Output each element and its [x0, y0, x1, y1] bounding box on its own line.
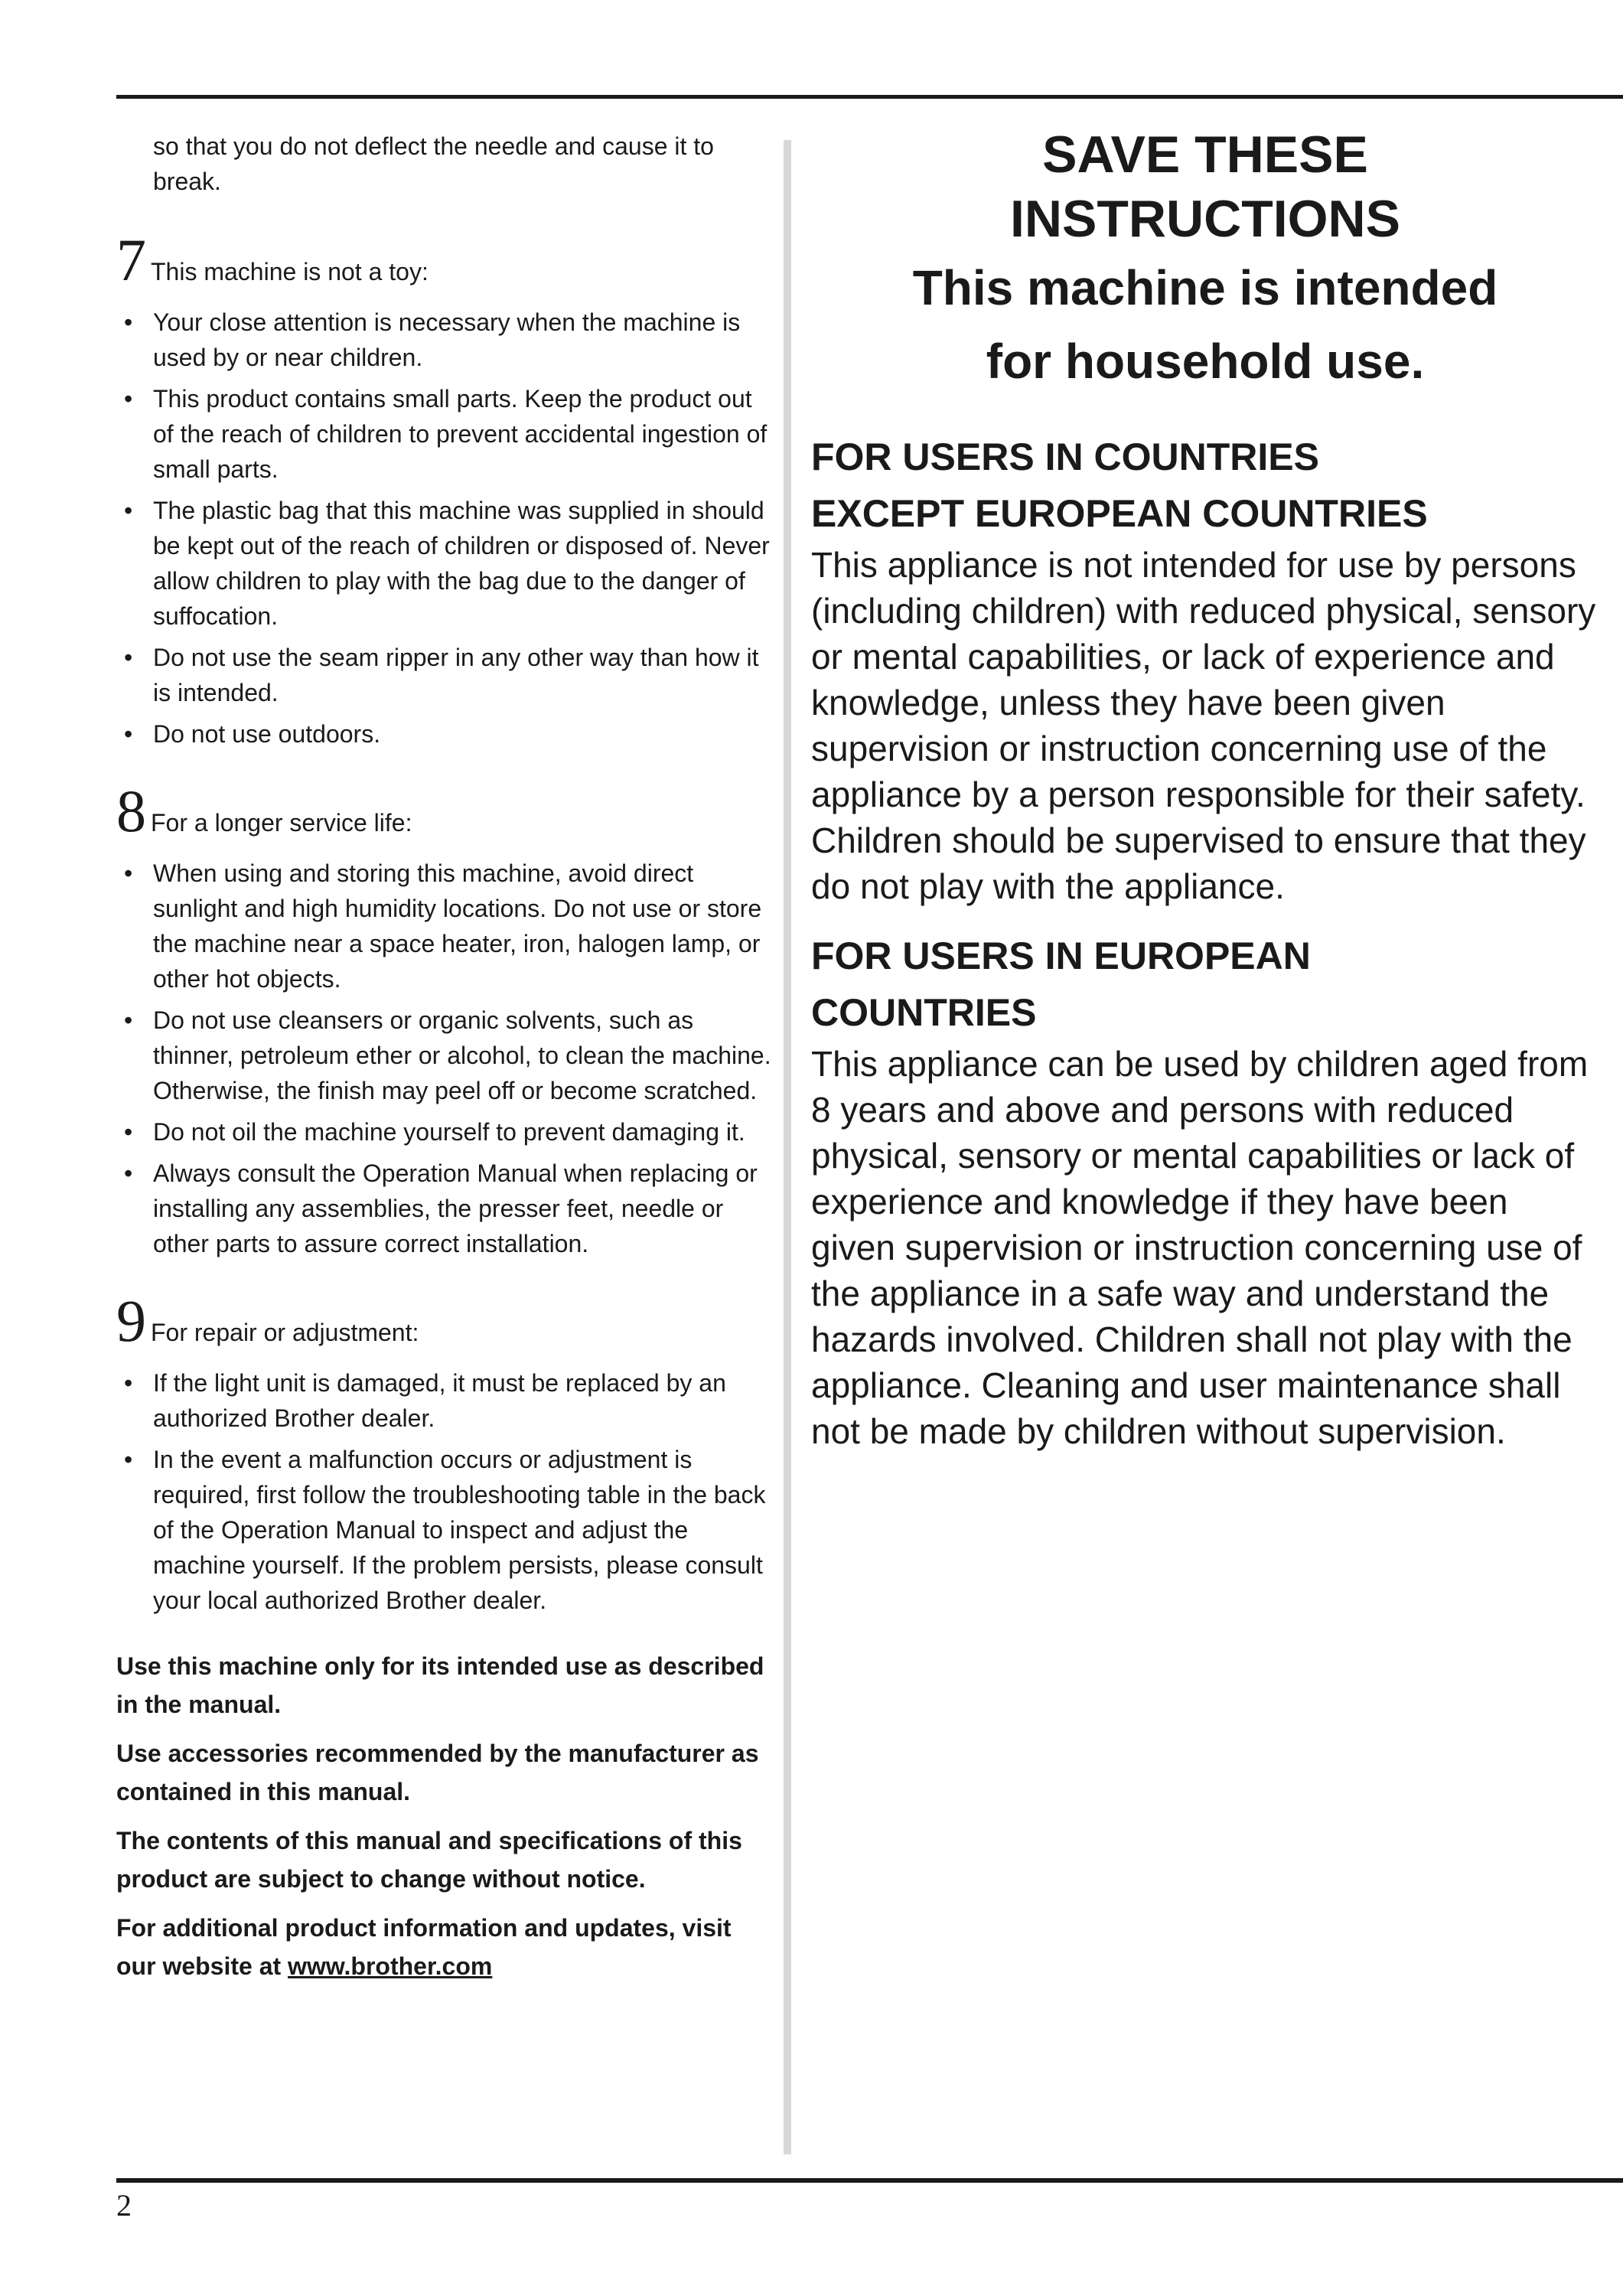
- bullet-icon: •: [124, 720, 133, 748]
- section-header: [116, 1287, 774, 1354]
- list-item: • Do not use the seam ripper in any other way than how it is intended.: [116, 640, 774, 710]
- list-item: • Do not oil the machine yourself to prevent damaging it.: [116, 1114, 774, 1150]
- section-title: For repair or adjustment:: [151, 1319, 419, 1346]
- section-8-list: [116, 856, 774, 1261]
- section-number: 9: [116, 1287, 146, 1354]
- section-9: [116, 1287, 774, 1618]
- website-link[interactable]: www.brother.com: [288, 1952, 493, 1980]
- list-item: • Your close attention is necessary when the machine is used by or near children.: [116, 305, 774, 375]
- section-title: For a longer service life:: [151, 809, 412, 837]
- section-header: [116, 778, 774, 844]
- list-item: • Do not use cleansers or organic solvents, such as thinner, petroleum ether or alcohol, to clean the machine. Otherwise, the finish may peel off or become scratched.: [116, 1003, 774, 1108]
- notes-block: [116, 1647, 774, 1985]
- section-number: 7: [116, 227, 146, 293]
- save-instructions-title: SAVE THESE INSTRUCTIONS: [1010, 126, 1400, 248]
- list-item: • The plastic bag that this machine was supplied in should be kept out of the reach of children or disposed of. Never allow children to play with the bag due to the danger of suffocation.: [116, 493, 774, 634]
- note: Use this machine only for its intended use as described in the manual.: [116, 1652, 764, 1718]
- list-item: • This product contains small parts. Keep the product out of the reach of children to prevent accidental ingestion of small parts.: [116, 381, 774, 487]
- eu-heading: FOR USERS IN EUROPEAN COUNTRIES: [811, 934, 1311, 1034]
- left-column: [116, 129, 774, 1996]
- bullet-icon: •: [124, 1118, 133, 1146]
- non-eu-body: This appliance is not intended for use by persons (including children) with reduced physical, sensory or mental capabilities, or lack of experience and knowledge, unless they have been given supervision or instruction concerning use of the appliance by a person responsible for their safety. Children should be supervised to ensure that they do not play with the appliance.: [811, 545, 1596, 906]
- website-note: For additional product information and updates, visit our website at www.brother.com: [116, 1914, 732, 1980]
- bullet-icon: •: [124, 1159, 133, 1187]
- bullet-icon: •: [124, 1369, 133, 1397]
- non-eu-heading: FOR USERS IN COUNTRIES EXCEPT EUROPEAN COUNTRIES: [811, 435, 1428, 535]
- section-header: [116, 227, 774, 293]
- bullet-icon: •: [124, 385, 133, 413]
- household-use-heading: This machine is intended for household use.: [912, 260, 1498, 389]
- bullet-icon: •: [124, 859, 133, 887]
- list-item: • Always consult the Operation Manual when replacing or installing any assemblies, the presser feet, needle or other parts to assure correct installation.: [116, 1156, 774, 1261]
- list-item: • If the light unit is damaged, it must be replaced by an authorized Brother dealer.: [116, 1365, 774, 1436]
- top-rule: [116, 95, 1623, 99]
- list-item: • In the event a malfunction occurs or adjustment is required, first follow the troubleshooting table in the back of the Operation Manual to inspect and adjust the machine yourself. If the problem persists, please consult your local authorized Brother dealer.: [116, 1442, 774, 1618]
- bullet-icon: •: [124, 1446, 133, 1473]
- section-title: This machine is not a toy:: [151, 258, 429, 285]
- list-item: • Do not use outdoors.: [116, 716, 774, 752]
- right-column: [811, 122, 1599, 1466]
- bullet-icon: •: [124, 497, 133, 524]
- note: The contents of this manual and specifications of this product are subject to change without notice.: [116, 1827, 742, 1893]
- section-8: [116, 778, 774, 1261]
- page-number: 2: [116, 2188, 132, 2223]
- eu-body: This appliance can be used by children aged from 8 years and above and persons with reduced physical, sensory or mental capabilities or lack of experience and knowledge if they have been given supervision or instruction concerning use of the appliance in a safe way and understand the hazards involved. Children shall not play with the appliance. Cleaning and user maintenance shall not be made by children without supervision.: [811, 1044, 1589, 1451]
- intro-text: so that you do not deflect the needle and cause it to break.: [153, 132, 714, 195]
- bullet-icon: •: [124, 308, 133, 336]
- section-7-list: [116, 305, 774, 752]
- column-divider: [784, 140, 791, 2154]
- note: Use accessories recommended by the manufacturer as contained in this manual.: [116, 1740, 759, 1805]
- section-9-list: [116, 1365, 774, 1618]
- bullet-icon: •: [124, 1006, 133, 1034]
- section-number: 8: [116, 778, 146, 844]
- list-item: • When using and storing this machine, avoid direct sunlight and high humidity locations. Do not use or store the machine near a space heater, iron, halogen lamp, or other hot objects.: [116, 856, 774, 996]
- section-7: [116, 227, 774, 752]
- bullet-icon: •: [124, 644, 133, 671]
- bottom-rule: [116, 2178, 1623, 2183]
